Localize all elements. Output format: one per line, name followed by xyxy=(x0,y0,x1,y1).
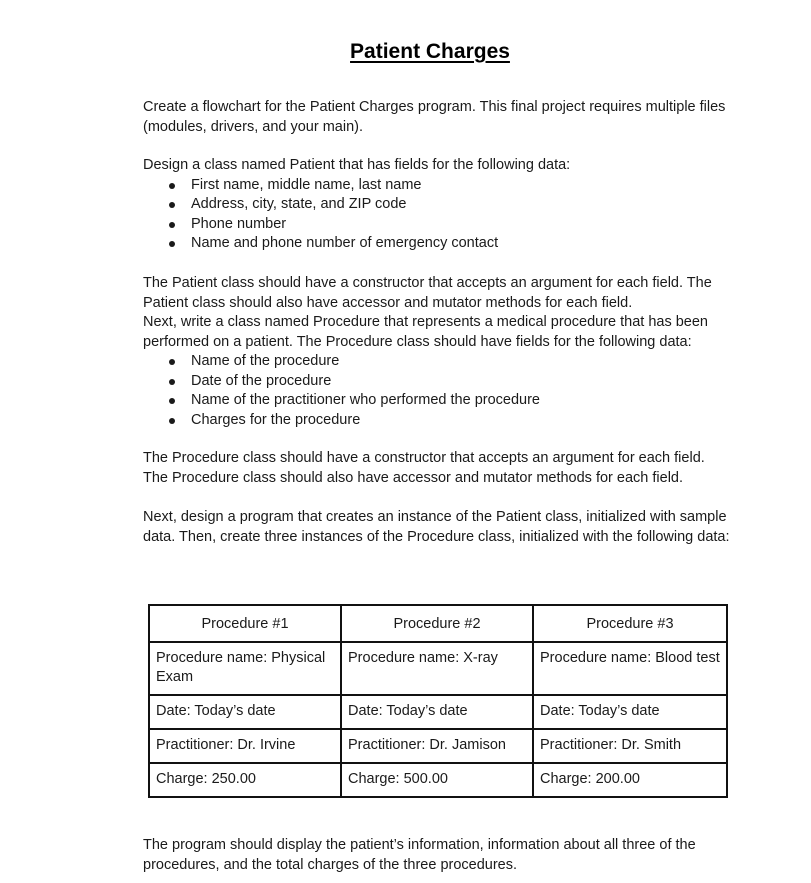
table-cell: Charge: 500.00 xyxy=(341,763,533,797)
table-header-row xyxy=(149,605,727,642)
table-cell: Practitioner: Dr. Smith xyxy=(533,729,727,763)
patient-section xyxy=(143,156,733,254)
list-item: Name of the practitioner who performed the procedure xyxy=(143,391,733,411)
list-item: Charges for the procedure xyxy=(143,411,733,431)
patient-constructor-text: The Patient class should have a constructor that accepts an argument for each field. The Patient class should also have accessor and mutator methods for each field. xyxy=(143,275,712,311)
procedure-constructor-text: The Procedure class should have a constructor that accepts an argument for each field. The Procedure class should also have accessor and mutator methods for each field. xyxy=(143,450,705,486)
table-header-cell: Procedure #1 xyxy=(149,605,341,642)
procedure-section xyxy=(143,274,733,430)
table-cell: Date: Today’s date xyxy=(149,695,341,729)
table-cell: Procedure name: X-ray xyxy=(341,642,533,695)
table-cell: Procedure name: Blood test xyxy=(533,642,727,695)
bullet-icon xyxy=(169,418,175,424)
bullet-icon xyxy=(169,379,175,385)
table-cell: Practitioner: Dr. Jamison xyxy=(341,729,533,763)
table-header-cell: Procedure #2 xyxy=(341,605,533,642)
table-cell: Date: Today’s date xyxy=(533,695,727,729)
table-row xyxy=(149,729,727,763)
procedure-constructor-paragraph xyxy=(143,449,733,488)
closing-paragraph xyxy=(143,836,733,875)
page-title: Patient Charges xyxy=(350,40,510,63)
bullet-icon xyxy=(169,359,175,365)
table-cell: Charge: 200.00 xyxy=(533,763,727,797)
list-item: Date of the procedure xyxy=(143,372,733,392)
table-cell: Practitioner: Dr. Irvine xyxy=(149,729,341,763)
procedures-table xyxy=(148,604,728,798)
table-cell: Procedure name: Physical Exam xyxy=(149,642,341,695)
procedure-design-text: Next, write a class named Procedure that represents a medical procedure that has been performed on a patient. The Procedure class should have fields for the following data: xyxy=(143,314,708,350)
bullet-icon xyxy=(169,202,175,208)
closing-text: The program should display the patient’s information, information about all three of the procedures, and the total charges of the three procedures. xyxy=(143,837,696,873)
list-item: First name, middle name, last name xyxy=(143,176,733,196)
patient-design-text: Design a class named Patient that has fields for the following data: xyxy=(143,157,571,173)
bullet-icon xyxy=(169,222,175,228)
table-header-cell: Procedure #3 xyxy=(533,605,727,642)
program-design-paragraph xyxy=(143,508,733,547)
procedure-fields-list xyxy=(143,352,733,430)
table-row xyxy=(149,642,727,695)
program-design-text: Next, design a program that creates an instance of the Patient class, initialized with sample data. Then, create three instances of the Procedure class, initialized with the following data: xyxy=(143,509,730,545)
table-row xyxy=(149,763,727,797)
list-item: Phone number xyxy=(143,215,733,235)
table-row xyxy=(149,695,727,729)
bullet-icon xyxy=(169,183,175,189)
intro-text: Create a flowchart for the Patient Charges program. This final project requires multiple files (modules, drivers, and your main). xyxy=(143,99,726,135)
table-cell: Charge: 250.00 xyxy=(149,763,341,797)
list-item: Name and phone number of emergency contact xyxy=(143,234,733,254)
intro-paragraph xyxy=(143,98,733,137)
list-item: Name of the procedure xyxy=(143,352,733,372)
bullet-icon xyxy=(169,241,175,247)
table-cell: Date: Today’s date xyxy=(341,695,533,729)
patient-fields-list xyxy=(143,176,733,254)
list-item: Address, city, state, and ZIP code xyxy=(143,195,733,215)
bullet-icon xyxy=(169,398,175,404)
